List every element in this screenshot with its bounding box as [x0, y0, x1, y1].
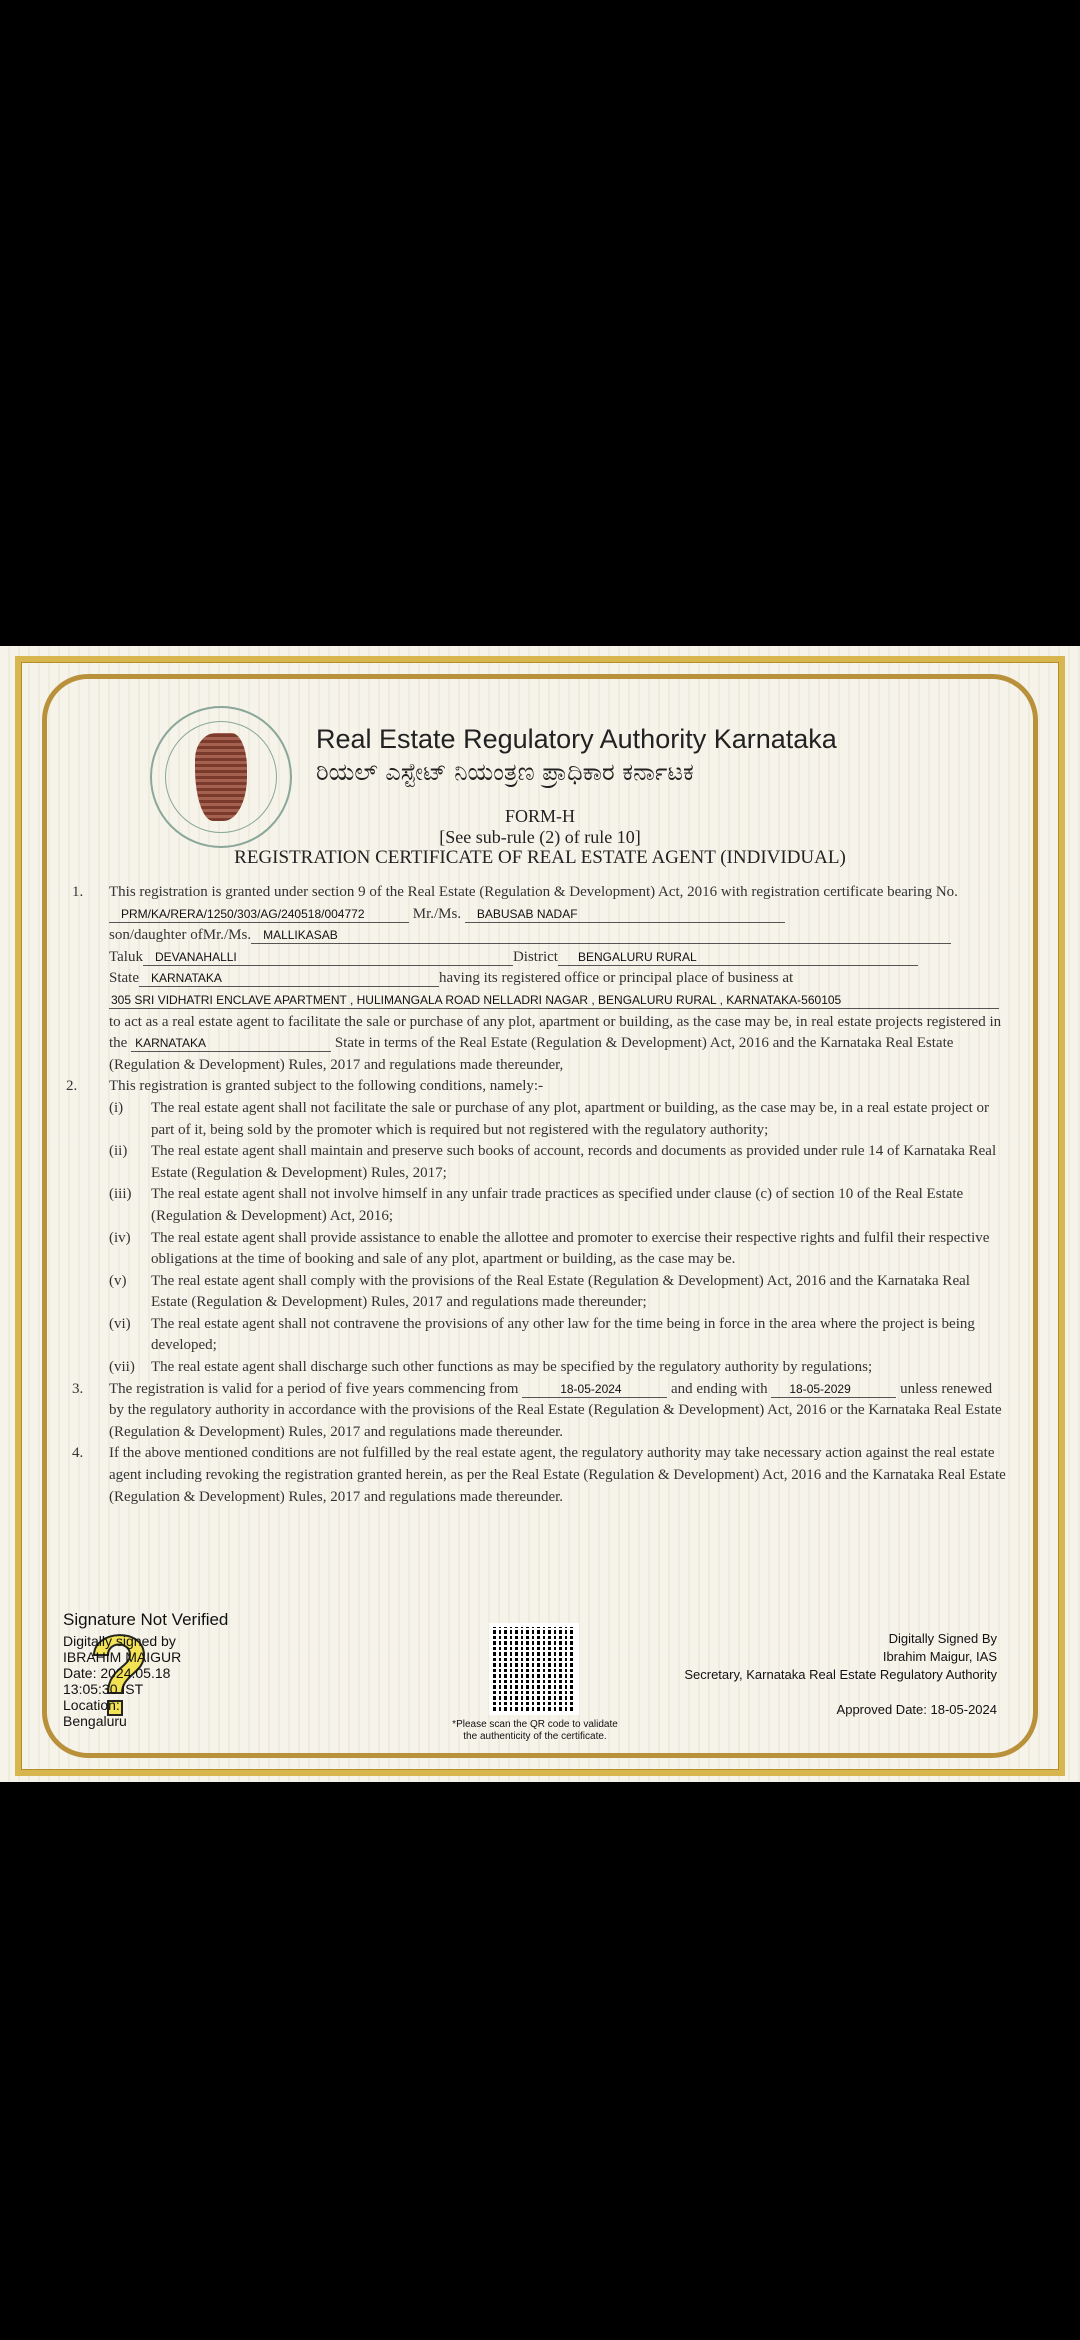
- qr-caption-line: *Please scan the QR code to validate: [452, 1719, 618, 1730]
- certificate-footer: [0, 1611, 1080, 1751]
- parent-name-field: MALLIKASAB: [251, 928, 951, 944]
- condition-number: (ii): [109, 1143, 128, 1160]
- signed-by-label: Digitally Signed By: [888, 1631, 997, 1646]
- condition-text: The real estate agent shall provide assistance to enable the allottee and promoter to exercise their respective rights and fulfil their respective obligations at the time of booking and sale of any plot, apartment or building, as the case may be.: [151, 1229, 990, 1268]
- authority-title: Real Estate Regulatory Authority Karnataka: [316, 724, 837, 754]
- condition-text: The real estate agent shall comply with the provisions of the Real Estate (Regulation & Development) Act, 2016 and the Karnataka Real Estate (Regulation & Development) Rules, 2017 and regulations made thereunder;: [151, 1272, 970, 1311]
- signatory-name: Ibrahim Maigur, IAS: [882, 1649, 997, 1664]
- condition-item: [109, 1271, 1006, 1314]
- district-field: BENGALURU RURAL: [558, 950, 918, 966]
- condition-number: (v): [109, 1272, 127, 1289]
- authority-title-kannada: ರಿಯಲ್ ಎಸ್ಟೇಟ್ ನಿಯಂತ್ರಣ ಪ್ರಾಧಿಕಾರ ಕರ್ನಾಟಕ: [316, 758, 694, 786]
- clause-2: [66, 1076, 1006, 1098]
- agent-name-field: BABUSAB NADAF: [465, 907, 785, 923]
- valid-to-field: 18-05-2029: [771, 1382, 896, 1398]
- condition-item: [109, 1098, 1006, 1141]
- signature-line: Bengaluru: [63, 1713, 127, 1729]
- state-field: KARNATAKA: [139, 971, 439, 987]
- certificate-heading: REGISTRATION CERTIFICATE OF REAL ESTATE AGENT (INDIVIDUAL): [234, 847, 846, 868]
- form-label: FORM-H: [504, 806, 575, 826]
- signature-line: Digitally signed by: [63, 1633, 176, 1649]
- condition-number: (iv): [109, 1229, 131, 1246]
- signature-line: Date: 2024.05.18: [63, 1665, 171, 1681]
- certificate-document: [0, 646, 1080, 1782]
- clause-number: 3.: [72, 1380, 84, 1397]
- condition-text: The real estate agent shall not contravene the provisions of any other law for the time being in force in the area where the project is being developed;: [151, 1315, 975, 1354]
- sub-rule: [See sub-rule (2) of rule 10]: [439, 827, 641, 847]
- certificate-body: [66, 882, 1006, 1508]
- signature-line: Location:: [63, 1697, 120, 1713]
- clause-text: State in terms of the Real Estate (Regulation & Development) Act, 2016 and the Karnataka Real Estate (Regulation & Development) Rules, 2017 and regulations made thereunder,: [109, 1035, 954, 1073]
- condition-item: [109, 1314, 1006, 1357]
- qr-caption: [430, 1719, 640, 1743]
- label: State: [109, 970, 139, 987]
- label: having its registered office or principal place of business at: [439, 970, 794, 987]
- clause-text: If the above mentioned conditions are not fulfilled by the real estate agent, the regulatory authority may take necessary action against the real estate agent including revoking the registration granted herein, as per the Real Estate (Regulation & Development) Act, 2016 and the Karnataka Real Estate (Regulation & Development) Rules, 2017 and regulations made thereunder.: [109, 1445, 1006, 1505]
- condition-text: The real estate agent shall discharge such other functions as may be specified by the regulatory authority by regulations;: [151, 1359, 873, 1376]
- clause-4: [72, 1443, 1006, 1508]
- clause-text: The registration is valid for a period of five years commencing from: [109, 1380, 519, 1397]
- signature-status: Signature Not Verified: [63, 1610, 229, 1629]
- condition-item: [109, 1184, 1006, 1227]
- clause-number: 1.: [72, 884, 84, 900]
- condition-text: The real estate agent shall not involve himself in any unfair trade practices as specified under clause (c) of section 10 of the Real Estate (Regulation & Development) Act, 2016;: [151, 1186, 964, 1224]
- condition-item: [109, 1357, 1006, 1379]
- valid-from-field: 18-05-2024: [522, 1382, 667, 1398]
- project-state-field: KARNATAKA: [131, 1036, 331, 1052]
- address-field: 305 SRI VIDHATRI ENCLAVE APARTMENT , HULIMANGALA ROAD NELLADRI NAGAR , BENGALURU RURAL , KARNATAKA-560105: [109, 993, 999, 1009]
- approved-date: Approved Date: 18-05-2024: [836, 1702, 997, 1717]
- signatory-title: Secretary, Karnataka Real Estate Regulatory Authority: [684, 1667, 997, 1682]
- label: and ending with: [670, 1380, 768, 1397]
- qr-caption-line: the authenticity of the certificate.: [463, 1731, 607, 1742]
- clause-text: This registration is granted subject to the following conditions, namely:-: [109, 1078, 544, 1095]
- taluk-field: DEVANAHALLI: [143, 950, 513, 966]
- condition-text: The real estate agent shall not facilitate the sale or purchase of any plot, apartment or building, as the case may be, in a real estate project or part of it, being sold by the promoter which is required but not registered with the regulatory authority;: [151, 1099, 989, 1138]
- clause-number: 4.: [72, 1445, 84, 1462]
- label: Mr./Ms.: [412, 905, 462, 922]
- qr-code[interactable]: [489, 1623, 579, 1715]
- condition-item: [109, 1141, 1006, 1184]
- condition-number: (i): [109, 1099, 124, 1116]
- label: District: [512, 948, 558, 965]
- clause-text: This registration is granted under section 9 of the Real Estate (Regulation & Development) Act, 2016 with registration certificate bearing No.: [109, 884, 958, 900]
- clause-3: [72, 1379, 1006, 1444]
- condition-text: The real estate agent shall maintain and preserve such books of account, records and documents as provided under rule 14 of Karnataka Real Estate (Regulation & Development) Rules, 2017;: [151, 1143, 997, 1181]
- registration-number-field: PRM/KA/RERA/1250/303/AG/240518/004772: [109, 907, 409, 923]
- digital-signature-block[interactable]: [63, 1611, 228, 1729]
- clause-1: [72, 882, 1006, 1076]
- signature-line: 13:05:30 IST: [63, 1681, 144, 1697]
- condition-item: [109, 1228, 1006, 1271]
- label: son/daughter ofMr./Ms.: [109, 927, 252, 944]
- label: Taluk: [109, 948, 143, 965]
- clause-text: to act as a real estate agent to facilitate the sale or purchase of any plot, apartment or building, as the case may be, in real estate projects registered in the: [109, 1013, 1002, 1052]
- signature-line: IBRAHIM MAIGUR: [63, 1649, 182, 1665]
- clause-text: unless renewed by the regulatory authority in accordance with the provisions of the Real Estate (Regulation & Development) Act, 2016 or the Karnataka Real Estate (Regulation & Development) Rules, 2017 and regulations made thereunder.: [109, 1380, 1002, 1440]
- clause-number: 2.: [66, 1078, 78, 1095]
- condition-number: (iii): [109, 1186, 132, 1203]
- condition-number: (vii): [109, 1359, 135, 1376]
- condition-number: (vi): [109, 1315, 131, 1332]
